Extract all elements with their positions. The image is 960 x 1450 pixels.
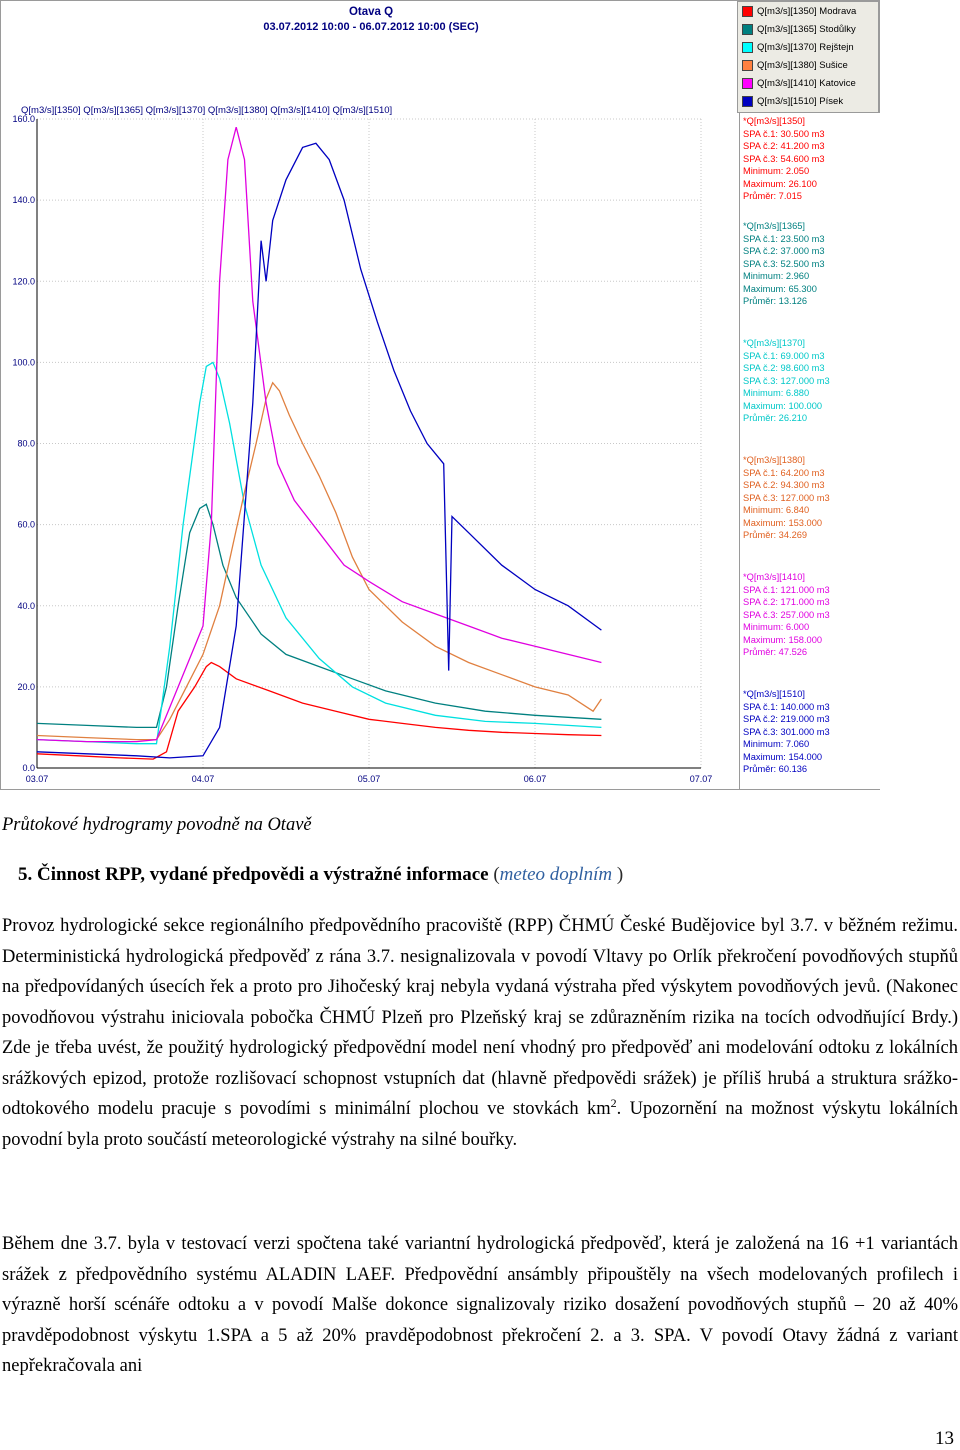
station-stat-line: SPA č.1: 140.000 m3 bbox=[743, 701, 830, 712]
section-heading-title: 5. Činnost RPP, vydané předpovědi a výstražné informace bbox=[18, 864, 489, 885]
hydrograph-chart bbox=[1, 1, 737, 789]
station-stat-line: Maximum: 100.000 bbox=[743, 400, 823, 411]
series-line-2 bbox=[37, 504, 601, 727]
legend-swatch bbox=[742, 78, 753, 89]
chart-title: Otava Q bbox=[348, 6, 394, 18]
y-tick-label: 80.0 bbox=[17, 438, 35, 449]
station-stat-line: Průměr: 7.015 bbox=[743, 191, 802, 201]
station-stat-line: *Q[m3/s][1365] bbox=[743, 221, 806, 231]
series-line-4 bbox=[37, 383, 601, 740]
legend-item bbox=[738, 38, 878, 56]
station-stat-line: Minimum: 7.060 bbox=[743, 739, 810, 749]
station-stat-line: SPA č.3: 127.000 m3 bbox=[743, 492, 830, 503]
legend-label: Q[m3/s][1365] Stodůlky bbox=[757, 23, 856, 35]
legend-label: Q[m3/s][1350] Modrava bbox=[757, 5, 857, 17]
station-stat-block bbox=[743, 688, 830, 776]
station-stat-block bbox=[743, 337, 830, 425]
station-stat-line: Průměr: 60.136 bbox=[743, 764, 808, 774]
station-stat-line: *Q[m3/s][1380] bbox=[743, 455, 806, 465]
section-heading bbox=[18, 864, 623, 886]
station-stat-line: SPA č.1: 121.000 m3 bbox=[743, 584, 830, 595]
station-stat-line: SPA č.2: 41.200 m3 bbox=[743, 141, 825, 151]
legend-swatch bbox=[742, 60, 753, 71]
x-tick-label: 04.07 bbox=[191, 774, 215, 784]
y-tick-label: 120.0 bbox=[12, 276, 35, 287]
page-number: 13 bbox=[935, 1428, 954, 1449]
y-tick-label: 40.0 bbox=[17, 600, 35, 611]
legend-swatch bbox=[742, 42, 753, 53]
station-stat-line: SPA č.1: 64.200 m3 bbox=[743, 467, 825, 478]
legend-item bbox=[738, 92, 878, 110]
series-line-6 bbox=[37, 143, 601, 758]
legend-item bbox=[738, 74, 878, 92]
x-tick-label: 06.07 bbox=[523, 774, 547, 784]
station-stat-line: SPA č.3: 127.000 m3 bbox=[743, 375, 830, 386]
station-stat-line: SPA č.1: 69.000 m3 bbox=[743, 350, 825, 361]
station-stat-line: SPA č.1: 23.500 m3 bbox=[743, 233, 825, 244]
station-stat-line: Maximum: 153.000 bbox=[743, 517, 823, 528]
station-stat-line: SPA č.2: 219.000 m3 bbox=[743, 714, 830, 724]
station-stat-line: Maximum: 65.300 bbox=[743, 283, 817, 294]
station-stat-line: *Q[m3/s][1350] bbox=[743, 116, 806, 126]
y-tick-label: 60.0 bbox=[17, 519, 35, 530]
station-stat-line: SPA č.3: 54.600 m3 bbox=[743, 153, 825, 164]
paragraph-ensemble-forecast: Během dne 3.7. byla v testovací verzi spočtena také variantní hydrologická předpověď, která je založená na 16 +1 variantách srážek z předpovědního systému ALADIN LAEF. Předpovědní ansámbly připouštěly na všech modelovaných profilech i výrazně horší scénáře odtoku a v povodí Malše dokonce signalizovaly riziko dosažení povodňových stupňů – 20 až 40% pravděpodobnost výskytu 1.SPA a 5 až 20% pravděpodobnost překročení 2. a 3. SPA. V povodí Otavy žádná z variant nepřekračovala ani bbox=[2, 1234, 958, 1376]
legend-label: Q[m3/s][1370] Rejštejn bbox=[757, 41, 854, 53]
station-stat-line: SPA č.2: 171.000 m3 bbox=[743, 597, 830, 607]
station-stat-line: Minimum: 2.050 bbox=[743, 166, 810, 176]
station-stat-line: Průměr: 34.269 bbox=[743, 530, 808, 540]
section-heading-note-text: meteo doplním bbox=[499, 864, 613, 885]
station-stat-block bbox=[743, 454, 830, 542]
chart-subtitle: 03.07.2012 10:00 - 06.07.2012 10:00 (SEC) bbox=[263, 21, 479, 33]
y-tick-label: 20.0 bbox=[17, 681, 35, 692]
series-line-1 bbox=[37, 663, 601, 760]
station-stat-line: SPA č.3: 301.000 m3 bbox=[743, 726, 830, 737]
station-stat-line: *Q[m3/s][1510] bbox=[743, 689, 806, 699]
legend-swatch bbox=[742, 24, 753, 35]
station-stat-line: Průměr: 47.526 bbox=[743, 647, 808, 657]
y-tick-label: 140.0 bbox=[12, 195, 35, 206]
y-axis-label: Q[m3/s][1350] Q[m3/s][1365] Q[m3/s][1370] Q[m3/s][1380] Q[m3/s][1410] Q[m3/s][1510] bbox=[21, 105, 393, 116]
station-stat-line: Minimum: 6.880 bbox=[743, 388, 810, 398]
station-stat-block bbox=[743, 220, 824, 308]
legend-label: Q[m3/s][1410] Katovice bbox=[757, 77, 856, 89]
legend-swatch bbox=[742, 6, 753, 17]
legend-item bbox=[738, 20, 878, 38]
station-stat-line: *Q[m3/s][1410] bbox=[743, 572, 806, 582]
station-stat-line: Maximum: 26.100 bbox=[743, 178, 817, 189]
series-line-5 bbox=[37, 127, 601, 742]
station-stat-line: SPA č.2: 37.000 m3 bbox=[743, 246, 825, 256]
section-heading-note: (meteo doplním ) bbox=[493, 864, 624, 885]
station-statistics-panel bbox=[739, 113, 880, 789]
hydrograph-figure bbox=[0, 0, 880, 790]
chart-legend bbox=[737, 1, 879, 113]
x-tick-label: 05.07 bbox=[357, 774, 381, 784]
station-stat-line: SPA č.3: 52.500 m3 bbox=[743, 258, 825, 269]
legend-item bbox=[738, 2, 878, 20]
station-stat-line: Maximum: 158.000 bbox=[743, 634, 823, 645]
station-stat-line: SPA č.3: 257.000 m3 bbox=[743, 609, 830, 620]
figure-caption: Průtokové hydrogramy povodně na Otavě bbox=[2, 815, 312, 835]
x-tick-label: 07.07 bbox=[689, 774, 713, 784]
legend-label: Q[m3/s][1380] Sušice bbox=[757, 59, 848, 71]
legend-item bbox=[738, 56, 878, 74]
x-tick-label: 03.07 bbox=[25, 774, 49, 784]
y-tick-label: 0.0 bbox=[22, 763, 35, 773]
legend-label: Q[m3/s][1510] Písek bbox=[757, 95, 844, 107]
station-stat-line: SPA č.2: 98.600 m3 bbox=[743, 363, 825, 373]
superscript-2: 2 bbox=[610, 1095, 617, 1110]
y-tick-label: 100.0 bbox=[12, 357, 35, 368]
paragraph-rpp-operation: Provoz hydrologické sekce regionálního předpovědního pracoviště (RPP) ČHMÚ České Budějovice byl 3.7. v běžném režimu. Deterministická hydrologická předpověď z rána 3.7. nesignalizovala v povodí Vltavy po Orlík překročení povodňových stupňů na předpovídaných úsecích řek a proto pro Jihočeský kraj nebyla vydaná výstraha před výskytem povodňových jevů. (Nakonec povodňovou výstrahu iniciovala pobočka ČHMÚ Plzeň pro Plzeňský kraj se zdůrazněním rizika na tocích odvodňující Brdy.) Zde je třeba uvést, že použitý hydrologický předpovědní model není vhodný pro předpověď ani modelování odtoku z lokálních srážkových epizod, protože rozlišovací schopnost vstupních dat (hlavně předpovědi srážek) je příliš hrubá a struktura srážko-odtokového modelu pracuje s povodími s minimální plochou ve stovkách $km^2$. Upozornění na možnost výskytu lokálních povodní byla proto součástí meteorologické výstrahy na silné bouřky. bbox=[2, 916, 958, 1150]
station-stat-line: SPA č.1: 30.500 m3 bbox=[743, 128, 825, 139]
station-stat-line: Průměr: 26.210 bbox=[743, 413, 808, 423]
station-stat-line: SPA č.2: 94.300 m3 bbox=[743, 480, 825, 490]
station-stat-line: Minimum: 6.000 bbox=[743, 622, 810, 632]
station-stat-block bbox=[743, 571, 830, 659]
station-stat-line: Minimum: 2.960 bbox=[743, 271, 810, 281]
y-tick-label: 160.0 bbox=[12, 114, 35, 124]
station-stat-line: Průměr: 13.126 bbox=[743, 296, 808, 306]
station-stat-block bbox=[743, 115, 824, 203]
station-stat-line: *Q[m3/s][1370] bbox=[743, 338, 806, 348]
station-stat-line: Minimum: 6.840 bbox=[743, 505, 810, 515]
legend-swatch bbox=[742, 96, 753, 107]
station-stat-line: Maximum: 154.000 bbox=[743, 751, 823, 762]
